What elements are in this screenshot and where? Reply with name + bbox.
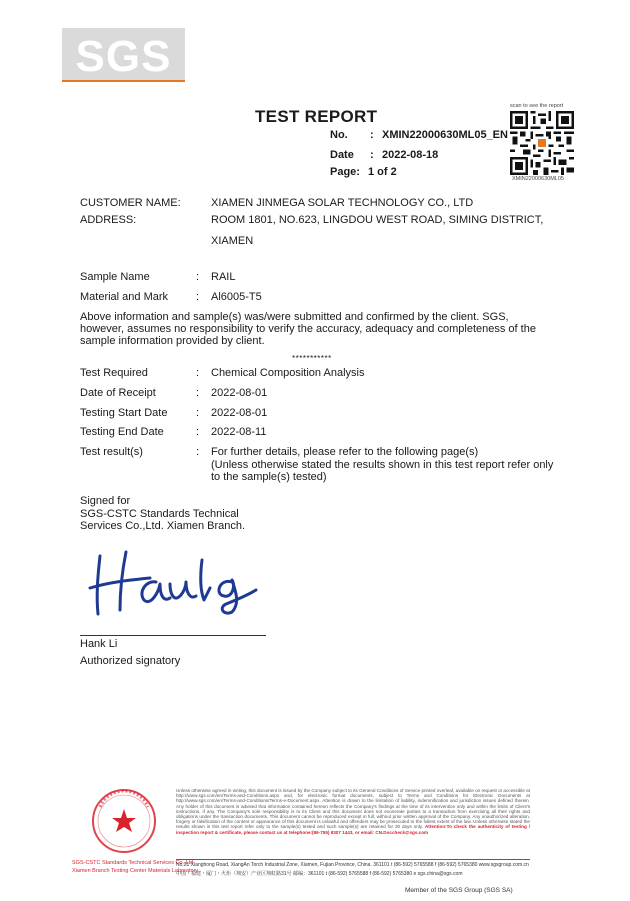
signature-image bbox=[86, 548, 266, 620]
signatory-title: Authorized signatory bbox=[80, 655, 181, 667]
material-value: Al6005-T5 bbox=[211, 291, 262, 303]
test-result-line-1: For further details, please refer to the following page(s) bbox=[211, 446, 479, 458]
report-date-value: 2022-08-18 bbox=[382, 149, 439, 161]
signatory-name: Hank Li bbox=[80, 638, 118, 650]
test-result-line-3: to the sample(s) tested) bbox=[211, 471, 327, 483]
footer-address-cn: 中国・福建・厦门・火炬（翔安）产业区翔虹路31号 邮编：361101 t (86-592) 5765588 f (86-592) 5765380 e sgs.china@sgs.com bbox=[176, 871, 463, 877]
footer-divider bbox=[176, 859, 530, 860]
footer-terms-text: Unless otherwise agreed in writing, this document is issued by the Company subject to its General Conditions of Service printed overleaf, available on request or accessible at http://www.sgs.com/en/Terms-and-Conditions.aspx and, for electronic format documents, subject to Terms and Conditions for Electronic Documents at http://www.sgs.com/en/Terms-and-Conditions/Terms-e-Document.aspx. Attention is drawn to the limitation of liability, indemnification and jurisdiction issues defined therein. Any holder of this document is advised that information contained hereon reflects the Company's findings at the time of its intervention only and within the limits of Client's instructions, if any. The Company's sole responsibility is to its Client and this document does not exonerate parties to a transaction from exercising all their rights and obligations under the transaction documents. This document cannot be reproduced except in full, without prior written approval of the Company. Any unauthorized alteration, forgery or falsification of the content or appearance of this document is unlawful and offenders may be prosecuted to the fullest extent of the law. Unless otherwise stated the results shown in this test report refer only to the sample(s) tested and such sample(s) are retained for 30 days only. bbox=[176, 788, 530, 830]
footer-attention-text: Attention:To check the authenticity of testing / inspection report & certificate, please contact us at telephone:(86-755) 8307 1443, or email: CN.Doccheck@sgs.com bbox=[176, 824, 530, 835]
qr-code-label: XMIN22000630ML05 bbox=[512, 176, 564, 182]
official-stamp-icon bbox=[78, 787, 170, 859]
test-result-label: Test result(s) bbox=[80, 446, 143, 458]
qr-caption: scan to see the report bbox=[510, 103, 564, 109]
signed-for-line-1: Signed for bbox=[80, 495, 131, 507]
sample-name-label: Sample Name bbox=[80, 271, 150, 283]
report-date-label: Date bbox=[330, 149, 354, 161]
report-page-row bbox=[330, 166, 510, 180]
report-page-value: 1 of 2 bbox=[368, 166, 397, 178]
end-date-value: 2022-08-11 bbox=[211, 426, 267, 438]
stamp-line-1: SGS-CSTC Standards Technical Services Co.,Ltd bbox=[72, 860, 194, 866]
colon: : bbox=[196, 387, 200, 399]
colon: : bbox=[196, 367, 200, 379]
qr-code-icon[interactable] bbox=[510, 111, 574, 175]
customer-name-label: CUSTOMER NAME: bbox=[80, 197, 181, 209]
colon: : bbox=[196, 446, 200, 458]
address-line-1: ROOM 1801, NO.623, LINGDOU WEST ROAD, SIMING DISTRICT, bbox=[211, 214, 544, 226]
signed-for-line-2: SGS-CSTC Standards Technical bbox=[80, 508, 239, 520]
footer-address-en: No.31 Xianghong Road, XiangAn Torch Industrial Zone, Xiamen, Fujian Province, China. 361101 t (86-592) 5765588 f (86-592) 5765380 www.sgsgroup.com.cn bbox=[176, 862, 529, 868]
stamp-line-2: Xiamen Branch Testing Center Materials Laboratory bbox=[72, 868, 199, 874]
colon: : bbox=[196, 426, 200, 438]
member-note: Member of the SGS Group (SGS SA) bbox=[405, 887, 513, 894]
sample-name-value: RAIL bbox=[211, 271, 236, 283]
sgs-logo-text: SGS bbox=[75, 32, 172, 81]
test-required-value: Chemical Composition Analysis bbox=[211, 367, 365, 379]
report-page-label: Page: bbox=[330, 166, 360, 178]
start-date-value: 2022-08-01 bbox=[211, 407, 268, 419]
address-label: ADDRESS: bbox=[80, 214, 137, 226]
customer-name-value: XIAMEN JINMEGA SOLAR TECHNOLOGY CO., LTD bbox=[211, 197, 474, 209]
colon: : bbox=[196, 407, 200, 419]
start-date-label: Testing Start Date bbox=[80, 407, 168, 419]
end-date-label: Testing End Date bbox=[80, 426, 164, 438]
separator-stars: *********** bbox=[292, 354, 332, 363]
colon: : bbox=[370, 149, 374, 161]
receipt-date-value: 2022-08-01 bbox=[211, 387, 268, 399]
address-line-2: XIAMEN bbox=[211, 235, 254, 247]
report-number-row bbox=[330, 129, 510, 143]
test-result-line-2: (Unless otherwise stated the results shown in this test report refer only bbox=[211, 459, 554, 471]
report-date-row bbox=[330, 149, 510, 163]
disclaimer-paragraph: Above information and sample(s) was/were submitted and confirmed by the client. SGS, however, assumes no responsibility to verify the accuracy, adequacy and completeness of the sample information provided by client. bbox=[80, 311, 536, 347]
footer-terms bbox=[176, 788, 530, 835]
colon: : bbox=[196, 271, 200, 283]
test-required-label: Test Required bbox=[80, 367, 148, 379]
sgs-logo bbox=[62, 28, 185, 82]
colon: : bbox=[370, 129, 374, 141]
colon: : bbox=[196, 291, 200, 303]
report-title: TEST REPORT bbox=[255, 107, 378, 126]
report-number-label: No. bbox=[330, 129, 348, 141]
signature-line bbox=[80, 635, 266, 636]
receipt-date-label: Date of Receipt bbox=[80, 387, 156, 399]
report-number-value: XMIN22000630ML05_EN bbox=[382, 129, 508, 141]
signed-for-line-3: Services Co.,Ltd. Xiamen Branch. bbox=[80, 520, 246, 532]
material-label: Material and Mark bbox=[80, 291, 169, 303]
